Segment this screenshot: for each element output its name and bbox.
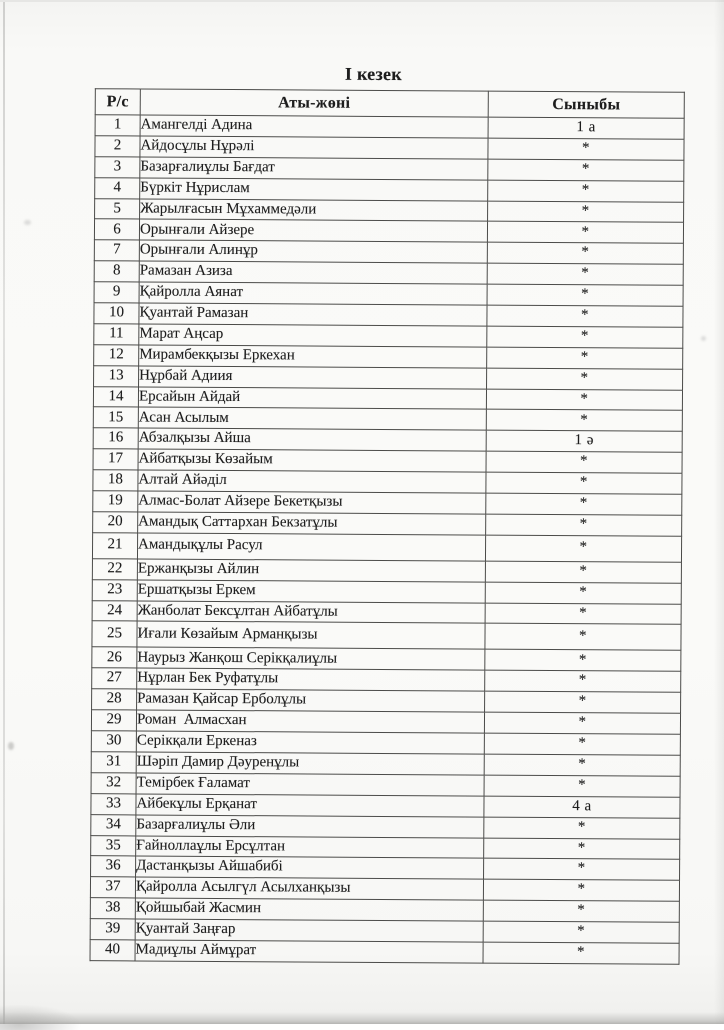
row-number-cell: 11 [94, 324, 139, 345]
grade-cell: * [488, 180, 684, 202]
grade-cell: * [487, 326, 683, 348]
row-number-cell: 7 [94, 240, 139, 261]
paper-right-shade [714, 0, 724, 1024]
row-number-cell: 33 [91, 793, 136, 814]
row-number-cell: 34 [91, 814, 136, 835]
paper-edge-line [3, 0, 5, 1024]
row-number-cell: 17 [93, 449, 138, 470]
student-name-cell: Иғали Көзайым Арманқызы [137, 621, 485, 649]
row-number-cell: 28 [92, 689, 137, 710]
row-number-cell: 35 [91, 835, 136, 856]
student-name-cell: Рамазан Азиза [139, 261, 487, 284]
table-row [92, 533, 681, 563]
paper-top-edge [0, 0, 724, 2]
student-name-cell: Айбекұлы Ерқанат [136, 794, 484, 817]
student-name-cell: Айдосұлы Нұрәлі [140, 136, 488, 159]
row-number-cell: 37 [90, 877, 135, 898]
grade-cell: * [485, 582, 681, 604]
student-name-cell: Қуантай Рамазан [139, 303, 487, 326]
grade-cell: * [487, 347, 683, 369]
row-number-cell: 20 [93, 512, 138, 533]
grade-cell: * [485, 561, 681, 583]
student-name-cell: Абзалқызы Айша [138, 428, 486, 451]
row-number-cell: 36 [91, 856, 136, 877]
grade-cell: * [484, 775, 680, 797]
column-header-number: Р/с [95, 89, 140, 115]
grade-cell: * [485, 603, 681, 625]
row-number-cell: 10 [94, 303, 139, 324]
row-number-cell: 31 [91, 752, 136, 773]
row-number-cell: 2 [95, 136, 140, 157]
student-name-cell: Орынғали Алинұр [139, 240, 487, 263]
row-number-cell: 25 [92, 621, 137, 647]
column-header-grade: Сыныбы [488, 91, 684, 118]
row-number-cell: 8 [94, 261, 139, 282]
student-name-cell: Ержанқызы Айлин [137, 559, 485, 582]
table-header [95, 89, 684, 119]
grade-cell: * [485, 670, 681, 692]
student-name-cell: Роман Алмасхан [136, 710, 484, 733]
row-number-cell: 21 [92, 533, 137, 559]
row-number-cell: 23 [92, 579, 137, 600]
student-name-cell: Ершатқызы Еркем [137, 580, 485, 603]
page-title: І кезек [344, 63, 403, 85]
student-name-cell: Бүркіт Нұрислам [140, 178, 488, 201]
student-name-cell: Орынғали Айзере [139, 219, 487, 242]
student-name-cell: Серікқали Еркеназ [136, 731, 484, 754]
grade-cell: * [485, 624, 681, 651]
grade-cell: * [486, 493, 682, 515]
document-content [90, 62, 684, 964]
student-name-cell: Мадиұлы Аймұрат [135, 940, 483, 963]
grade-cell: * [487, 305, 683, 327]
grade-cell: * [485, 535, 681, 562]
table-row [92, 621, 681, 651]
student-name-cell: Жанболат Бексұлтан Айбатұлы [137, 601, 485, 624]
student-name-cell: Жарылғасын Мұхаммедәли [140, 199, 488, 222]
grade-cell: * [483, 921, 679, 943]
row-number-cell: 12 [94, 344, 139, 365]
row-number-cell: 6 [94, 219, 139, 240]
row-number-cell: 1 [95, 115, 140, 136]
scan-speck [24, 220, 31, 225]
table-row [90, 940, 679, 964]
grade-cell: * [487, 284, 683, 306]
column-header-name: Аты-жөні [140, 89, 488, 117]
grade-cell: * [488, 138, 684, 160]
student-name-cell: Нұрлан Бек Руфатұлы [137, 668, 485, 691]
grade-cell: * [488, 159, 684, 181]
student-name-cell: Қойшыбай Жасмин [135, 898, 483, 921]
grade-cell: * [483, 879, 679, 901]
row-number-cell: 38 [90, 898, 135, 919]
grade-cell: * [487, 222, 683, 244]
student-name-cell: Алтай Айәділ [138, 470, 486, 493]
header-row [95, 89, 684, 119]
student-name-cell: Қуантай Заңғар [135, 919, 483, 942]
row-number-cell: 39 [90, 919, 135, 940]
scan-speck [701, 336, 706, 341]
grade-cell: * [484, 817, 680, 839]
row-number-cell: 19 [93, 491, 138, 512]
grade-cell: * [486, 451, 682, 473]
roster-table [90, 88, 685, 964]
student-name-cell: Рамазан Қайсар Ерболұлы [137, 689, 485, 712]
row-number-cell: 13 [94, 365, 139, 386]
student-name-cell: Ғайноллаұлы Ерсұлтан [136, 835, 484, 858]
grade-cell: * [484, 754, 680, 776]
student-name-cell: Қайролла Аянат [139, 282, 487, 305]
grade-cell: * [487, 368, 683, 390]
grade-cell: * [487, 242, 683, 264]
student-name-cell: Темірбек Ғаламат [136, 773, 484, 796]
scan-speck [8, 742, 14, 750]
table-body [90, 115, 684, 964]
grade-cell: * [485, 691, 681, 713]
row-number-cell: 30 [91, 731, 136, 752]
student-name-cell: Базарғалиұлы Әли [136, 815, 484, 838]
row-number-cell: 24 [92, 600, 137, 621]
row-number-cell: 18 [93, 470, 138, 491]
student-name-cell: Айбатқызы Көзайым [138, 449, 486, 472]
row-number-cell: 5 [95, 198, 140, 219]
student-name-cell: Амандықұлы Расул [137, 533, 485, 561]
student-name-cell: Марат Аңсар [139, 324, 487, 347]
grade-cell: * [483, 942, 679, 964]
student-name-cell: Нұрбай Адиия [139, 366, 487, 389]
row-number-cell: 14 [93, 386, 138, 407]
grade-cell: 4 а [484, 796, 680, 818]
grade-cell: * [487, 263, 683, 285]
student-name-cell: Ерсайын Айдай [138, 387, 486, 410]
grade-cell: * [484, 858, 680, 880]
row-number-cell: 9 [94, 282, 139, 303]
grade-cell: * [486, 389, 682, 411]
grade-cell: * [484, 712, 680, 734]
row-number-cell: 22 [92, 559, 137, 580]
scan-bottom-shadow [0, 1012, 724, 1024]
grade-cell: * [486, 410, 682, 432]
row-number-cell: 40 [90, 940, 135, 961]
grade-cell: * [484, 838, 680, 860]
row-number-cell: 16 [93, 428, 138, 449]
student-name-cell: Дастанқызы Айшабибі [136, 856, 484, 879]
student-name-cell: Наурыз Жанқош Серікқалиұлы [137, 647, 485, 670]
grade-cell: 1 ә [486, 430, 682, 452]
student-name-cell: Амангелді Адина [140, 115, 488, 138]
row-number-cell: 3 [95, 156, 140, 177]
row-number-cell: 26 [92, 647, 137, 668]
row-number-cell: 4 [95, 177, 140, 198]
student-name-cell: Базарғалиұлы Бағдат [140, 157, 488, 180]
student-name-cell: Мирамбекқызы Еркехан [139, 345, 487, 368]
row-number-cell: 27 [92, 668, 137, 689]
row-number-cell: 29 [91, 710, 136, 731]
row-number-cell: 32 [91, 773, 136, 794]
grade-cell: * [486, 514, 682, 536]
grade-cell: * [488, 201, 684, 223]
student-name-cell: Асан Асылым [138, 407, 486, 430]
student-name-cell: Амандық Саттархан Бекзатұлы [138, 512, 486, 535]
grade-cell: 1 а [488, 117, 684, 139]
grade-cell: * [485, 650, 681, 672]
student-name-cell: Шәріп Дамир Дәуренұлы [136, 752, 484, 775]
student-name-cell: Алмас-Болат Айзере Бекетқызы [138, 491, 486, 514]
grade-cell: * [486, 472, 682, 494]
grade-cell: * [484, 733, 680, 755]
student-name-cell: Қайролла Асылгүл Асылханқызы [135, 877, 483, 900]
row-number-cell: 15 [93, 407, 138, 428]
grade-cell: * [483, 900, 679, 922]
